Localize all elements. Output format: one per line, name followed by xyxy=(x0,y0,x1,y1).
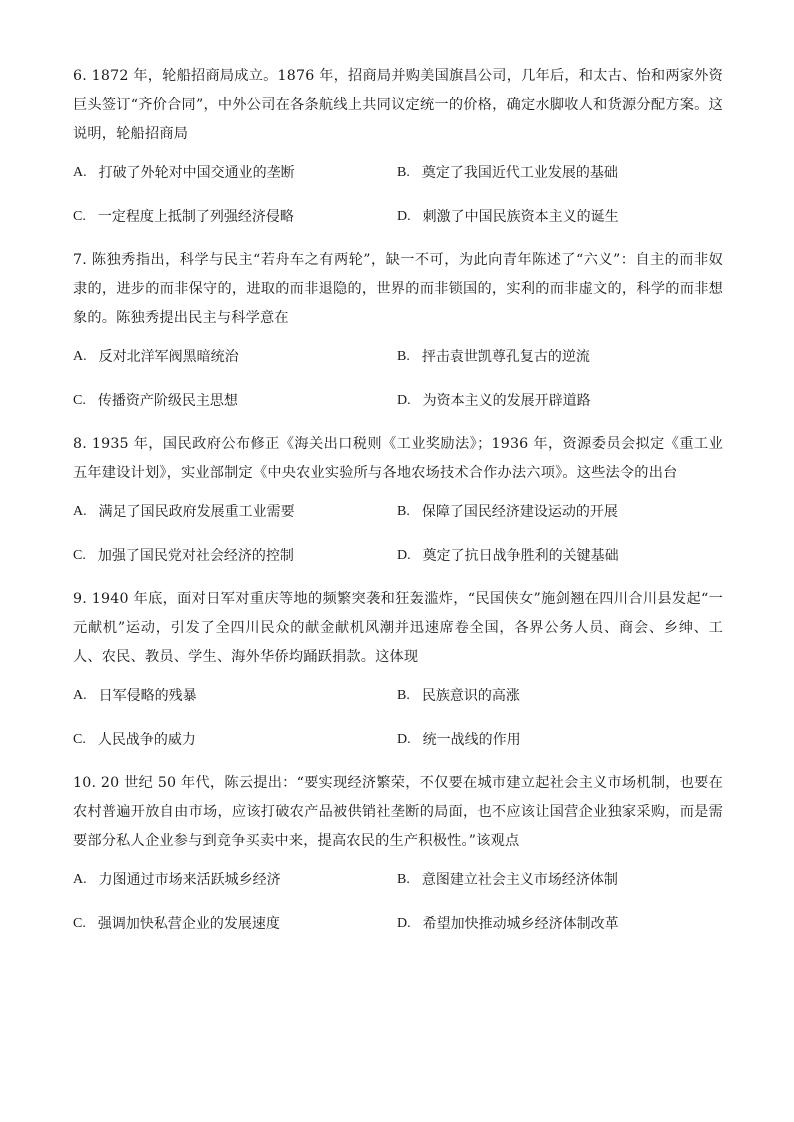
option-letter: D. xyxy=(397,548,411,563)
option-d xyxy=(397,725,723,769)
option-text: 抨击袁世凯尊孔复古的逆流 xyxy=(421,349,590,365)
option-letter: C. xyxy=(73,732,86,747)
option-text: 一定程度上抵制了列强经济侵略 xyxy=(97,209,294,225)
question-7 xyxy=(73,246,723,430)
option-d xyxy=(397,909,723,953)
options-grid xyxy=(73,865,723,953)
option-b xyxy=(397,681,723,725)
option-letter: C. xyxy=(73,209,86,224)
option-text: 保障了国民经济建设运动的开展 xyxy=(421,504,618,520)
option-letter: C. xyxy=(73,548,86,563)
option-c xyxy=(73,202,397,246)
option-letter: C. xyxy=(73,916,86,931)
option-letter: B. xyxy=(397,872,410,887)
option-a xyxy=(73,681,397,725)
option-text: 强调加快私营企业的发展速度 xyxy=(97,916,280,932)
question-stem: 10. 20 世纪 50 年代，陈云提出：“要实现经济繁荣，不仅要在城市建立起社会主义市场机制，也要在农村普遍开放自由市场，应该打破农产品被供销社垄断的局面，也不应该让国营企业独家采购，而是需要部分私人企业参与到竞争买卖中来，提高农民的生产积极性。”该观点 xyxy=(73,775,723,849)
option-text: 为资本主义的发展开辟道路 xyxy=(422,393,591,409)
option-text: 加强了国民党对社会经济的控制 xyxy=(97,548,294,564)
option-c xyxy=(73,541,397,585)
option-text: 统一战线的作用 xyxy=(422,732,521,748)
option-c xyxy=(73,386,397,430)
option-d xyxy=(397,386,723,430)
option-text: 刺激了中国民族资本主义的诞生 xyxy=(422,209,619,225)
option-letter: A. xyxy=(73,165,87,180)
options-grid xyxy=(73,158,723,246)
option-letter: D. xyxy=(397,209,411,224)
option-b xyxy=(397,342,723,386)
option-letter: B. xyxy=(397,688,410,703)
option-c xyxy=(73,725,397,769)
option-d xyxy=(397,541,723,585)
option-text: 意图建立社会主义市场经济体制 xyxy=(421,872,618,888)
option-text: 奠定了我国近代工业发展的基础 xyxy=(421,165,618,181)
option-b xyxy=(397,497,723,541)
option-text: 希望加快推动城乡经济体制改革 xyxy=(422,916,619,932)
option-letter: A. xyxy=(73,349,87,364)
option-letter: B. xyxy=(397,349,410,364)
exam-page xyxy=(73,62,723,953)
option-text: 力图通过市场来活跃城乡经济 xyxy=(98,872,281,888)
question-stem: 7. 陈独秀指出，科学与民主“若舟车之有两轮”，缺一不可，为此向青年陈述了“六义”：自主的而非奴隶的，进步的而非保守的，进取的而非退隐的，世界的而非锁国的，实利的而非虚文的，科学的而非想象的。陈独秀提出民主与科学意在 xyxy=(73,252,723,326)
option-letter: D. xyxy=(397,916,411,931)
option-letter: C. xyxy=(73,393,86,408)
question-stem: 6. 1872 年，轮船招商局成立。1876 年，招商局并购美国旗昌公司，几年后，和太古、怡和两家外资巨头签订“齐价合同”，中外公司在各条航线上共同议定统一的价格，确定水脚收人和货源分配方案。这说明，轮船招商局 xyxy=(73,68,723,142)
question-8 xyxy=(73,430,723,585)
option-text: 反对北洋军阀黑暗统治 xyxy=(98,349,239,365)
option-letter: D. xyxy=(397,393,411,408)
option-a xyxy=(73,342,397,386)
option-text: 满足了国民政府发展重工业需要 xyxy=(98,504,295,520)
option-text: 打破了外轮对中国交通业的垄断 xyxy=(98,165,295,181)
question-6 xyxy=(73,62,723,246)
option-a xyxy=(73,865,397,909)
option-letter: D. xyxy=(397,732,411,747)
option-letter: B. xyxy=(397,504,410,519)
option-a xyxy=(73,497,397,541)
option-text: 民族意识的高涨 xyxy=(421,688,520,704)
option-text: 奠定了抗日战争胜利的关键基础 xyxy=(422,548,619,564)
option-letter: A. xyxy=(73,504,87,519)
option-text: 传播资产阶级民主思想 xyxy=(97,393,238,409)
question-10 xyxy=(73,769,723,953)
option-b xyxy=(397,158,723,202)
question-stem: 9. 1940 年底，面对日军对重庆等地的频繁突袭和狂轰滥炸，“民国侠女”施剑翘在四川合川县发起“一元献机”运动，引发了全四川民众的献金献机风潮并迅速席卷全国，各界公务人员、商会、乡绅、工人、农民、教员、学生、海外华侨均踊跃捐款。这体现 xyxy=(73,591,723,665)
option-letter: A. xyxy=(73,688,87,703)
option-text: 人民战争的威力 xyxy=(97,732,196,748)
option-b xyxy=(397,865,723,909)
options-grid xyxy=(73,681,723,769)
question-stem: 8. 1935 年，国民政府公布修正《海关出口税则《工业奖励法》；1936 年，资源委员会拟定《重工业五年建设计划》，实业部制定《中央农业实验所与各地农场技术合作办法六项》。这些法令的出台 xyxy=(73,436,723,481)
question-9 xyxy=(73,585,723,769)
options-grid xyxy=(73,497,723,585)
option-d xyxy=(397,202,723,246)
option-letter: B. xyxy=(397,165,410,180)
option-letter: A. xyxy=(73,872,87,887)
option-c xyxy=(73,909,397,953)
option-text: 日军侵略的残暴 xyxy=(98,688,197,704)
option-a xyxy=(73,158,397,202)
options-grid xyxy=(73,342,723,430)
